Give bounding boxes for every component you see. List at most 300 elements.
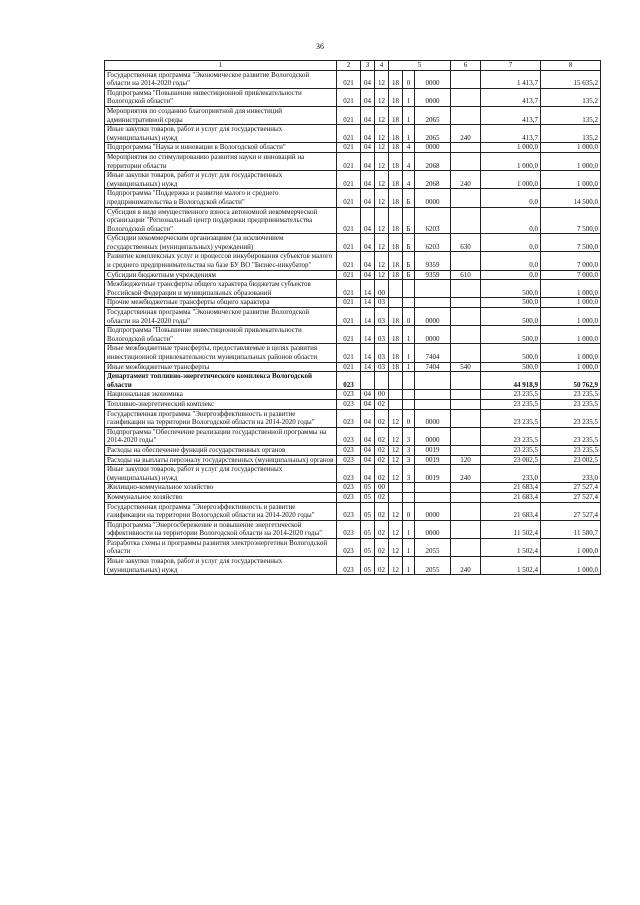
subsection-code-cell: 12 <box>375 270 389 280</box>
subprogram-code-cell <box>403 399 415 409</box>
direction-code-cell: 0000 <box>415 502 451 520</box>
admin-code-cell: 023 <box>337 557 361 575</box>
subsection-code-cell: 02 <box>375 427 389 445</box>
subprogram-code-cell: Б <box>403 189 415 207</box>
admin-code-cell: 021 <box>337 280 361 298</box>
row-name-cell: Субсидии некоммерческим организациям (за исключением государственных (муниципальных) учреждений) <box>105 234 337 252</box>
section-code-cell: 04 <box>361 171 375 189</box>
row-name-cell: Департамент топливно-энергетического комплекса Вологодской области <box>105 372 337 390</box>
program-code-cell: 12 <box>389 538 403 556</box>
subprogram-code-cell: 3 <box>403 465 415 483</box>
subprogram-code-cell <box>403 298 415 308</box>
program-code-cell: 18 <box>389 326 403 344</box>
table-row <box>105 143 601 153</box>
direction-code-cell: 0019 <box>415 455 451 465</box>
amount-year1-cell: 23 235,5 <box>481 427 541 445</box>
table-row <box>105 483 601 493</box>
direction-code-cell <box>415 399 451 409</box>
amount-year2-cell: 27 527,4 <box>541 492 601 502</box>
direction-code-cell: 2065 <box>415 106 451 124</box>
section-code-cell: 05 <box>361 520 375 538</box>
row-name-cell: Субсидия в виде имущественного взноса автономной некоммерческой организации "Региональный центр поддержки предпринимательства Вологодской области" <box>105 207 337 234</box>
subsection-code-cell: 12 <box>375 234 389 252</box>
table-row <box>105 520 601 538</box>
table-row <box>105 106 601 124</box>
expense-type-cell <box>451 492 481 502</box>
subprogram-code-cell: 0 <box>403 308 415 326</box>
row-name-cell: Мероприятия по созданию благоприятной для инвестиций административной среды <box>105 106 337 124</box>
direction-code-cell: 9359 <box>415 252 451 270</box>
section-code-cell: 04 <box>361 399 375 409</box>
direction-code-cell: 6203 <box>415 234 451 252</box>
table-row <box>105 234 601 252</box>
subprogram-code-cell: 1 <box>403 538 415 556</box>
direction-code-cell: 0000 <box>415 70 451 88</box>
direction-code-cell: 7404 <box>415 362 451 372</box>
program-code-cell: 18 <box>389 70 403 88</box>
subprogram-code-cell: Б <box>403 207 415 234</box>
direction-code-cell: 0000 <box>415 326 451 344</box>
direction-code-cell: 0000 <box>415 409 451 427</box>
subsection-code-cell: 00 <box>375 390 389 400</box>
direction-code-cell <box>415 372 451 390</box>
admin-code-cell: 021 <box>337 207 361 234</box>
program-code-cell: 12 <box>389 445 403 455</box>
admin-code-cell: 023 <box>337 399 361 409</box>
column-header: 2 <box>337 61 361 71</box>
subsection-code-cell: 02 <box>375 557 389 575</box>
amount-year2-cell: 1 000,0 <box>541 143 601 153</box>
admin-code-cell: 023 <box>337 520 361 538</box>
amount-year2-cell: 23 235,5 <box>541 445 601 455</box>
program-code-cell: 18 <box>389 171 403 189</box>
section-code-cell: 05 <box>361 557 375 575</box>
subsection-code-cell: 12 <box>375 252 389 270</box>
amount-year1-cell: 500,0 <box>481 362 541 372</box>
section-code-cell: 05 <box>361 538 375 556</box>
amount-year2-cell: 1 000,0 <box>541 344 601 362</box>
admin-code-cell: 023 <box>337 502 361 520</box>
table-row <box>105 390 601 400</box>
amount-year1-cell: 1 413,7 <box>481 70 541 88</box>
amount-year1-cell: 21 683,4 <box>481 483 541 493</box>
subsection-code-cell: 12 <box>375 152 389 170</box>
table-row <box>105 492 601 502</box>
section-code-cell: 14 <box>361 308 375 326</box>
subsection-code-cell: 12 <box>375 189 389 207</box>
subsection-code-cell: 02 <box>375 409 389 427</box>
section-code-cell: 04 <box>361 88 375 106</box>
expense-type-cell <box>451 70 481 88</box>
table-row <box>105 270 601 280</box>
admin-code-cell: 021 <box>337 326 361 344</box>
direction-code-cell <box>415 483 451 493</box>
amount-year1-cell: 0,0 <box>481 270 541 280</box>
amount-year1-cell: 1 000,0 <box>481 143 541 153</box>
table-row <box>105 427 601 445</box>
admin-code-cell: 023 <box>337 445 361 455</box>
subprogram-code-cell: Б <box>403 234 415 252</box>
direction-code-cell <box>415 492 451 502</box>
amount-year1-cell: 21 683,4 <box>481 492 541 502</box>
subprogram-code-cell: 0 <box>403 70 415 88</box>
program-code-cell: 12 <box>389 557 403 575</box>
subsection-code-cell: 12 <box>375 171 389 189</box>
admin-code-cell: 021 <box>337 88 361 106</box>
program-code-cell: 18 <box>389 344 403 362</box>
subprogram-code-cell: 3 <box>403 427 415 445</box>
table-row <box>105 445 601 455</box>
expense-type-cell <box>451 502 481 520</box>
admin-code-cell: 023 <box>337 492 361 502</box>
table-row <box>105 298 601 308</box>
section-code-cell: 05 <box>361 492 375 502</box>
amount-year1-cell: 1 000,0 <box>481 171 541 189</box>
row-name-cell: Подпрограмма "Наука и инновации в Вологодской области" <box>105 143 337 153</box>
subsection-code-cell: 12 <box>375 125 389 143</box>
subprogram-code-cell: Б <box>403 252 415 270</box>
program-code-cell: 12 <box>389 520 403 538</box>
column-header: 4 <box>375 61 389 71</box>
amount-year1-cell: 500,0 <box>481 344 541 362</box>
expense-type-cell: 240 <box>451 557 481 575</box>
direction-code-cell: 0019 <box>415 445 451 455</box>
admin-code-cell: 023 <box>337 372 361 390</box>
amount-year1-cell: 500,0 <box>481 298 541 308</box>
admin-code-cell: 021 <box>337 70 361 88</box>
section-code-cell: 05 <box>361 502 375 520</box>
row-name-cell: Расходы на обеспечение функций государственных органов <box>105 445 337 455</box>
amount-year2-cell: 15 635,2 <box>541 70 601 88</box>
subprogram-code-cell: 1 <box>403 557 415 575</box>
column-header: 8 <box>541 61 601 71</box>
direction-code-cell: 9359 <box>415 270 451 280</box>
subsection-code-cell: 02 <box>375 538 389 556</box>
subprogram-code-cell: 0 <box>403 409 415 427</box>
amount-year2-cell: 27 527,4 <box>541 502 601 520</box>
direction-code-cell: 2055 <box>415 557 451 575</box>
section-code-cell: 04 <box>361 152 375 170</box>
expense-type-cell: 240 <box>451 171 481 189</box>
table-row <box>105 252 601 270</box>
subsection-code-cell: 02 <box>375 399 389 409</box>
amount-year1-cell: 500,0 <box>481 326 541 344</box>
subprogram-code-cell <box>403 492 415 502</box>
section-code-cell: 04 <box>361 207 375 234</box>
subsection-code-cell <box>375 372 389 390</box>
admin-code-cell: 021 <box>337 362 361 372</box>
amount-year2-cell: 1 000,0 <box>541 308 601 326</box>
direction-code-cell: 2065 <box>415 125 451 143</box>
table-row <box>105 362 601 372</box>
admin-code-cell: 021 <box>337 152 361 170</box>
amount-year2-cell: 23 235,5 <box>541 399 601 409</box>
table-row <box>105 189 601 207</box>
expense-type-cell <box>451 207 481 234</box>
amount-year2-cell: 11 580,7 <box>541 520 601 538</box>
subprogram-code-cell: 4 <box>403 171 415 189</box>
row-name-cell: Государственная программа "Экономическое развитие Вологодской области на 2014-2020 годы" <box>105 70 337 88</box>
admin-code-cell: 023 <box>337 483 361 493</box>
amount-year2-cell: 1 000,0 <box>541 362 601 372</box>
section-code-cell: 04 <box>361 270 375 280</box>
column-header: 5 <box>389 61 451 71</box>
program-code-cell: 12 <box>389 465 403 483</box>
column-header: 6 <box>451 61 481 71</box>
table-header-row <box>105 61 601 71</box>
subsection-code-cell: 03 <box>375 326 389 344</box>
expense-type-cell <box>451 298 481 308</box>
program-code-cell: 18 <box>389 270 403 280</box>
subprogram-code-cell: 1 <box>403 88 415 106</box>
row-name-cell: Иные закупки товаров, работ и услуг для государственных (муниципальных) нужд <box>105 125 337 143</box>
table-row <box>105 88 601 106</box>
admin-code-cell: 021 <box>337 298 361 308</box>
row-name-cell: Подпрограмма "Обеспечение реализации государственной программы на 2014-2020 годы" <box>105 427 337 445</box>
amount-year2-cell: 1 000,0 <box>541 152 601 170</box>
expense-type-cell <box>451 390 481 400</box>
direction-code-cell: 6203 <box>415 207 451 234</box>
subprogram-code-cell: 3 <box>403 455 415 465</box>
subprogram-code-cell <box>403 372 415 390</box>
expense-type-cell <box>451 399 481 409</box>
table-row <box>105 171 601 189</box>
row-name-cell: Подпрограмма "Повышение инвестиционной привлекательности Вологодской области" <box>105 326 337 344</box>
admin-code-cell: 023 <box>337 427 361 445</box>
admin-code-cell: 023 <box>337 390 361 400</box>
subprogram-code-cell: 3 <box>403 445 415 455</box>
section-code-cell: 04 <box>361 455 375 465</box>
admin-code-cell: 021 <box>337 189 361 207</box>
direction-code-cell: 2068 <box>415 152 451 170</box>
amount-year2-cell: 1 000,0 <box>541 538 601 556</box>
subsection-code-cell: 00 <box>375 483 389 493</box>
subsection-code-cell: 02 <box>375 520 389 538</box>
subprogram-code-cell: 1 <box>403 125 415 143</box>
amount-year1-cell: 1 502,4 <box>481 538 541 556</box>
amount-year2-cell: 1 000,0 <box>541 557 601 575</box>
amount-year2-cell: 1 000,0 <box>541 326 601 344</box>
subsection-code-cell: 12 <box>375 88 389 106</box>
admin-code-cell: 021 <box>337 308 361 326</box>
amount-year2-cell: 14 500,0 <box>541 189 601 207</box>
amount-year1-cell: 0,0 <box>481 207 541 234</box>
admin-code-cell: 023 <box>337 455 361 465</box>
admin-code-cell: 021 <box>337 344 361 362</box>
amount-year1-cell: 0,0 <box>481 234 541 252</box>
subprogram-code-cell: 0 <box>403 502 415 520</box>
expense-type-cell <box>451 483 481 493</box>
direction-code-cell: 0000 <box>415 143 451 153</box>
expense-type-cell <box>451 520 481 538</box>
program-code-cell: 18 <box>389 143 403 153</box>
expense-type-cell <box>451 372 481 390</box>
subsection-code-cell: 02 <box>375 502 389 520</box>
subprogram-code-cell: Б <box>403 270 415 280</box>
admin-code-cell: 023 <box>337 465 361 483</box>
amount-year1-cell: 233,0 <box>481 465 541 483</box>
amount-year2-cell: 7 000,0 <box>541 252 601 270</box>
expense-type-cell: 630 <box>451 234 481 252</box>
direction-code-cell <box>415 280 451 298</box>
amount-year2-cell: 23 235,5 <box>541 390 601 400</box>
subprogram-code-cell: 1 <box>403 326 415 344</box>
direction-code-cell: 0000 <box>415 88 451 106</box>
admin-code-cell: 021 <box>337 234 361 252</box>
program-code-cell: 12 <box>389 455 403 465</box>
section-code-cell: 14 <box>361 344 375 362</box>
amount-year1-cell: 0,0 <box>481 252 541 270</box>
subprogram-code-cell <box>403 390 415 400</box>
amount-year1-cell: 500,0 <box>481 308 541 326</box>
subprogram-code-cell: 1 <box>403 362 415 372</box>
column-header: 3 <box>361 61 375 71</box>
subprogram-code-cell <box>403 280 415 298</box>
subsection-code-cell: 03 <box>375 344 389 362</box>
direction-code-cell: 7404 <box>415 344 451 362</box>
amount-year2-cell: 7 500,0 <box>541 234 601 252</box>
section-code-cell: 04 <box>361 445 375 455</box>
amount-year2-cell: 1 000,0 <box>541 298 601 308</box>
program-code-cell <box>389 399 403 409</box>
expense-type-cell <box>451 152 481 170</box>
amount-year2-cell: 23 235,5 <box>541 409 601 427</box>
program-code-cell: 18 <box>389 189 403 207</box>
row-name-cell: Прочие межбюджетные трансферты общего характера <box>105 298 337 308</box>
table-row <box>105 152 601 170</box>
row-name-cell: Иные закупки товаров, работ и услуг для государственных (муниципальных) нужд <box>105 171 337 189</box>
row-name-cell: Иные закупки товаров, работ и услуг для государственных (муниципальных) нужд <box>105 465 337 483</box>
amount-year2-cell: 1 000,0 <box>541 171 601 189</box>
row-name-cell: Субсидии бюджетным учреждениям <box>105 270 337 280</box>
subsection-code-cell: 02 <box>375 445 389 455</box>
section-code-cell: 04 <box>361 143 375 153</box>
table-row <box>105 538 601 556</box>
table-row <box>105 409 601 427</box>
amount-year1-cell: 21 683,4 <box>481 502 541 520</box>
row-name-cell: Национальная экономика <box>105 390 337 400</box>
expense-type-cell: 540 <box>451 362 481 372</box>
subsection-code-cell: 02 <box>375 492 389 502</box>
amount-year1-cell: 23 235,5 <box>481 390 541 400</box>
amount-year1-cell: 413,7 <box>481 88 541 106</box>
row-name-cell: Государственная программа "Экономическое развитие Вологодской области на 2014-2020 годы" <box>105 308 337 326</box>
section-code-cell: 04 <box>361 125 375 143</box>
amount-year1-cell: 23 235,5 <box>481 409 541 427</box>
table-row <box>105 465 601 483</box>
subsection-code-cell: 03 <box>375 362 389 372</box>
program-code-cell <box>389 372 403 390</box>
section-code-cell: 04 <box>361 70 375 88</box>
expense-type-cell <box>451 280 481 298</box>
row-name-cell: Иные закупки товаров, работ и услуг для государственных (муниципальных) нужд <box>105 557 337 575</box>
amount-year2-cell: 135,2 <box>541 106 601 124</box>
row-name-cell: Топливно-энергетический комплекс <box>105 399 337 409</box>
section-code-cell: 14 <box>361 362 375 372</box>
table-row <box>105 344 601 362</box>
program-code-cell: 18 <box>389 152 403 170</box>
section-code-cell: 04 <box>361 189 375 207</box>
amount-year2-cell: 233,0 <box>541 465 601 483</box>
row-name-cell: Государственная программа "Энергоэффективность и развитие газификации на территории Вологодской области на 2014-2020 годы" <box>105 409 337 427</box>
expense-type-cell: 120 <box>451 455 481 465</box>
program-code-cell: 12 <box>389 427 403 445</box>
table-row <box>105 372 601 390</box>
expense-type-cell <box>451 445 481 455</box>
section-code-cell: 04 <box>361 234 375 252</box>
table-row <box>105 502 601 520</box>
amount-year2-cell: 135,2 <box>541 88 601 106</box>
table-row <box>105 308 601 326</box>
section-code-cell: 05 <box>361 483 375 493</box>
amount-year1-cell: 1 502,4 <box>481 557 541 575</box>
program-code-cell: 18 <box>389 106 403 124</box>
row-name-cell: Расходы на выплаты персоналу государственных (муниципальных) органов <box>105 455 337 465</box>
expense-type-cell <box>451 143 481 153</box>
subsection-code-cell: 12 <box>375 70 389 88</box>
amount-year1-cell: 23 002,5 <box>481 455 541 465</box>
subprogram-code-cell: 1 <box>403 520 415 538</box>
table-row <box>105 399 601 409</box>
row-name-cell: Мероприятия по стимулированию развития науки и инноваций на территории области <box>105 152 337 170</box>
row-name-cell: Жилищно-коммунальное хозяйство <box>105 483 337 493</box>
amount-year2-cell: 135,2 <box>541 125 601 143</box>
row-name-cell: Коммунальное хозяйство <box>105 492 337 502</box>
table-row <box>105 207 601 234</box>
amount-year2-cell: 27 527,4 <box>541 483 601 493</box>
table-row <box>105 125 601 143</box>
amount-year1-cell: 11 502,4 <box>481 520 541 538</box>
direction-code-cell: 0000 <box>415 427 451 445</box>
section-code-cell: 04 <box>361 390 375 400</box>
row-name-cell: Разработка схемы и программы развития электроэнергетики Вологодской области <box>105 538 337 556</box>
amount-year2-cell: 7 500,0 <box>541 207 601 234</box>
subsection-code-cell: 12 <box>375 143 389 153</box>
amount-year1-cell: 413,7 <box>481 125 541 143</box>
subsection-code-cell: 03 <box>375 298 389 308</box>
subprogram-code-cell: 4 <box>403 152 415 170</box>
amount-year2-cell: 23 235,5 <box>541 427 601 445</box>
amount-year1-cell: 23 235,5 <box>481 445 541 455</box>
section-code-cell: 04 <box>361 252 375 270</box>
expense-type-cell: 240 <box>451 465 481 483</box>
section-code-cell: 04 <box>361 427 375 445</box>
admin-code-cell: 023 <box>337 409 361 427</box>
section-code-cell: 04 <box>361 465 375 483</box>
direction-code-cell: 0000 <box>415 189 451 207</box>
program-code-cell <box>389 298 403 308</box>
subsection-code-cell: 02 <box>375 465 389 483</box>
amount-year1-cell: 44 918,9 <box>481 372 541 390</box>
program-code-cell <box>389 483 403 493</box>
program-code-cell: 18 <box>389 207 403 234</box>
row-name-cell: Иные межбюджетные трансферты, предоставляемые в целях развития инвестиционной привлекательности муниципальных районов области <box>105 344 337 362</box>
row-name-cell: Межбюджетные трансферты общего характера бюджетам субъектов Российской Федерации и муниципальных образований <box>105 280 337 298</box>
subprogram-code-cell <box>403 483 415 493</box>
amount-year2-cell: 7 000,0 <box>541 270 601 280</box>
direction-code-cell: 0000 <box>415 308 451 326</box>
admin-code-cell: 021 <box>337 270 361 280</box>
column-header: 1 <box>105 61 337 71</box>
subprogram-code-cell: 1 <box>403 106 415 124</box>
section-code-cell: 14 <box>361 326 375 344</box>
expense-type-cell <box>451 344 481 362</box>
direction-code-cell: 0000 <box>415 520 451 538</box>
direction-code-cell: 0019 <box>415 465 451 483</box>
expense-type-cell: 610 <box>451 270 481 280</box>
program-code-cell: 18 <box>389 362 403 372</box>
expense-type-cell <box>451 106 481 124</box>
